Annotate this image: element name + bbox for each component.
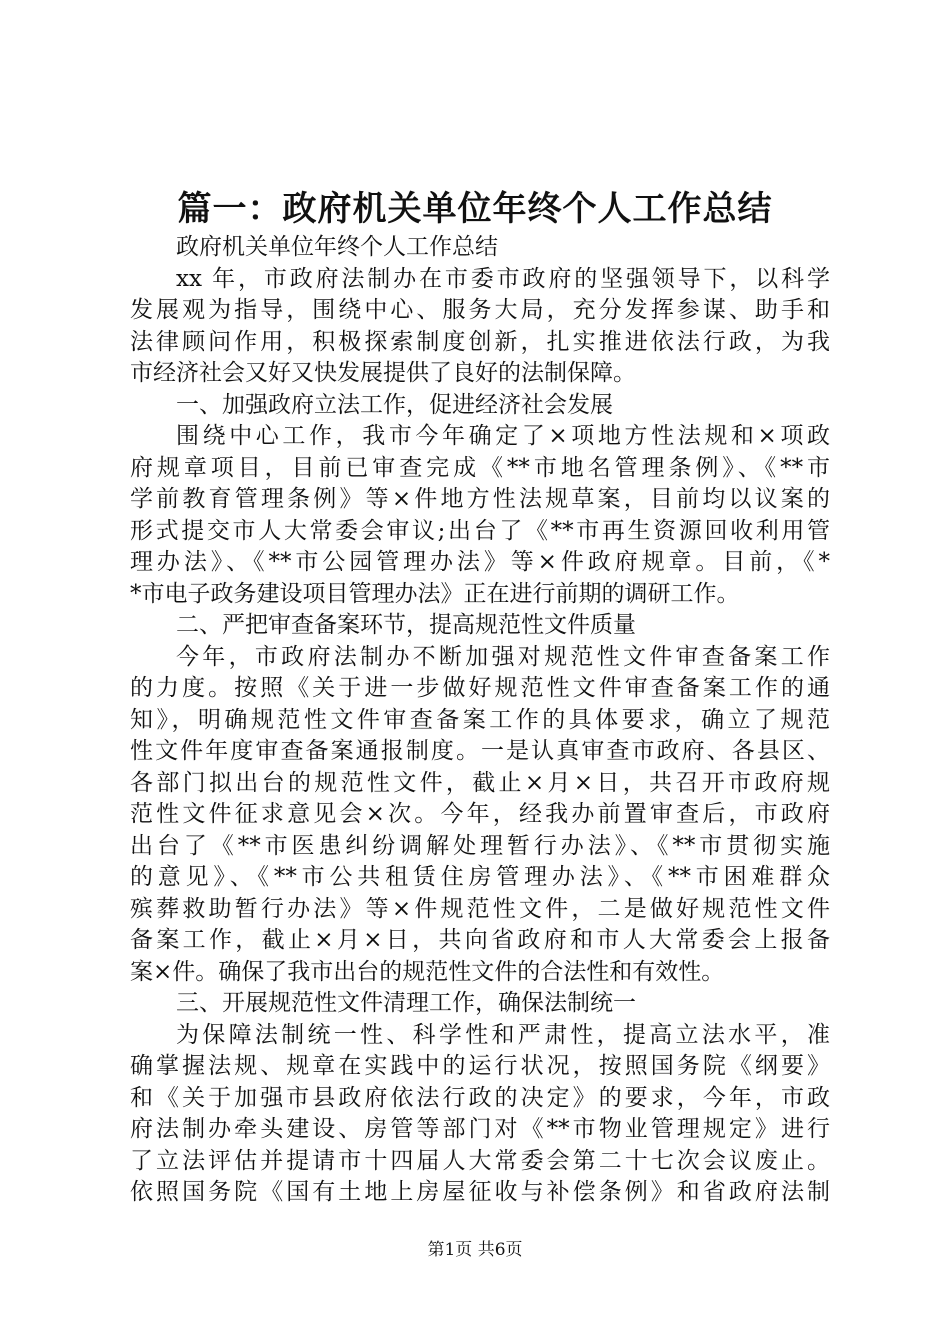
text-line: 政府机关单位年终个人工作总结: [176, 234, 498, 260]
text-line: 出台了《**市医患纠纷调解处理暂行办法》、《**市贯彻实施: [130, 832, 830, 859]
text-line: 三、开展规范性文件清理工作，确保法制统一: [176, 990, 636, 1016]
page-footer: 第1页 共6页: [427, 1240, 523, 1260]
text-line: 府规章项目，目前已审查完成《**市地名管理条例》、《**市: [130, 454, 830, 481]
text-line: 依照国务院《国有土地上房屋征收与补偿条例》和省政府法制: [130, 1179, 830, 1205]
text-line: 各部门拟出台的规范性文件，截止×月×日，共召开市政府规: [130, 769, 830, 796]
text-line: 知》，明确规范性文件审查备案工作的具体要求，确立了规范: [130, 706, 830, 733]
document-title: 篇一：政府机关单位年终个人工作总结: [177, 189, 773, 229]
text-line: 二、严把审查备案环节，提高规范性文件质量: [176, 612, 636, 638]
text-line: xx 年，市政府法制办在市委市政府的坚强领导下，以科学: [176, 265, 830, 292]
text-line: 学前教育管理条例》等×件地方性法规草案，目前均以议案的: [130, 486, 830, 512]
text-line: 理办法》、《**市公园管理办法》等×件政府规章。目前，《*: [130, 549, 830, 575]
text-line: 法律顾问作用，积极探索制度创新，扎实推进依法行政，为我: [130, 328, 830, 355]
text-line: 确掌握法规、规章在实践中的运行状况，按照国务院《纲要》: [130, 1053, 830, 1079]
text-line: 今年，市政府法制办不断加强对规范性文件审查备案工作: [176, 643, 830, 670]
text-line: 范性文件征求意见会×次。今年，经我办前置审查后，市政府: [130, 801, 830, 827]
document-body: [130, 232, 830, 1209]
text-line: 市经济社会又好又快发展提供了良好的法制保障。: [130, 360, 636, 386]
text-line: 的意见》、《**市公共租赁住房管理办法》、《**市困难群众: [130, 864, 830, 890]
text-line: 了立法评估并提请市十四届人大常委会第二十七次会议废止。: [130, 1147, 830, 1174]
text-line: 府法制办牵头建设、房管等部门对《**市物业管理规定》进行: [130, 1116, 830, 1142]
text-line: 的力度。按照《关于进一步做好规范性文件审查备案工作的通: [130, 675, 830, 701]
text-line: 围绕中心工作，我市今年确定了×项地方性法规和×项政: [176, 423, 830, 449]
text-line: 形式提交市人大常委会审议;出台了《**市再生资源回收利用管: [130, 517, 830, 544]
text-line: 和《关于加强市县政府依法行政的决定》的要求，今年，市政: [130, 1084, 830, 1111]
text-line: 性文件年度审查备案通报制度。一是认真审查市政府、各县区、: [130, 738, 830, 764]
text-line: *市电子政务建设项目管理办法》正在进行前期的调研工作。: [130, 580, 740, 607]
text-line: 为保障法制统一性、科学性和严肃性，提高立法水平，准: [176, 1021, 830, 1048]
text-line: 一、加强政府立法工作，促进经济社会发展: [176, 391, 613, 418]
text-line: 案×件。确保了我市出台的规范性文件的合法性和有效性。: [130, 958, 725, 985]
text-line: 发展观为指导，围绕中心、服务大局，充分发挥参谋、助手和: [130, 297, 830, 323]
text-line: 备案工作，截止×月×日，共向省政府和市人大常委会上报备: [130, 927, 830, 953]
text-line: 殡葬救助暂行办法》等×件规范性文件，二是做好规范性文件: [130, 895, 830, 922]
